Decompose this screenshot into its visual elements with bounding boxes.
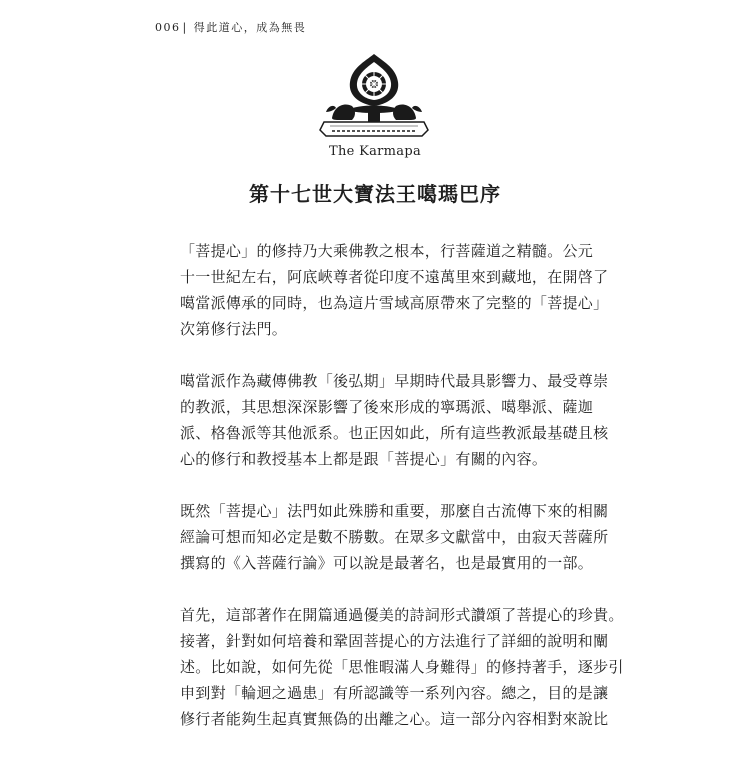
- running-head: [155, 19, 306, 35]
- text-line: 心的修行和教授基本上都是跟「菩提心」有關的內容。: [180, 450, 548, 468]
- text-line: 撰寫的《入菩薩行論》可以說是最著名，也是最實用的一部。: [180, 554, 594, 572]
- karmapa-emblem-icon: [318, 52, 430, 140]
- text-line: 首先，這部著作在開篇通過優美的詩詞形式讚頌了菩提心的珍貴。: [180, 606, 624, 624]
- text-line: 派、格魯派等其他派系。也正因如此，所有這些教派最基礎且核: [180, 424, 609, 442]
- text-line: 噶當派作為藏傳佛教「後弘期」早期時代最具影響力、最受尊崇: [180, 372, 609, 390]
- page-number: 006: [155, 21, 181, 34]
- chapter-title: 得此道心，成為無畏: [193, 21, 307, 34]
- text-line: 的教派，其思想深深影響了後來形成的寧瑪派、噶舉派、薩迦: [180, 398, 594, 416]
- text-line: 既然「菩提心」法門如此殊勝和重要，那麼自古流傳下來的相關: [180, 502, 609, 520]
- text-line: 十一世紀左右，阿底峽尊者從印度不遠萬里來到藏地，在開啓了: [180, 268, 609, 286]
- text-line: 次第修行法門。: [180, 320, 288, 338]
- paragraph-2: [180, 368, 609, 472]
- paragraph-4: [180, 602, 624, 732]
- running-head-separator: |: [182, 21, 188, 34]
- page-title: 第十七世大寶法王噶瑪巴序: [249, 182, 501, 206]
- text-line: 接著，針對如何培養和鞏固菩提心的方法進行了詳細的說明和闡: [180, 632, 609, 650]
- paragraph-3: [180, 498, 609, 576]
- text-line: 修行者能夠生起真實無偽的出離之心。這一部分內容相對來說比: [180, 710, 609, 728]
- text-line: 述。比如說，如何先從「思惟暇滿人身難得」的修持著手，逐步引: [180, 658, 624, 676]
- body-text: [180, 238, 624, 758]
- text-line: 噶當派傳承的同時，也為這片雪域高原帶來了完整的「菩提心」: [180, 294, 609, 312]
- text-line: 申到對「輪迴之過患」有所認識等一系列內容。總之，目的是讓: [180, 684, 609, 702]
- paragraph-1: [180, 238, 609, 342]
- emblem-caption: The Karmapa: [329, 144, 421, 159]
- text-line: 經論可想而知必定是數不勝數。在眾多文獻當中，由寂天菩薩所: [180, 528, 609, 546]
- text-line: 「菩提心」的修持乃大乘佛教之根本，行菩薩道之精髓。公元: [180, 242, 594, 260]
